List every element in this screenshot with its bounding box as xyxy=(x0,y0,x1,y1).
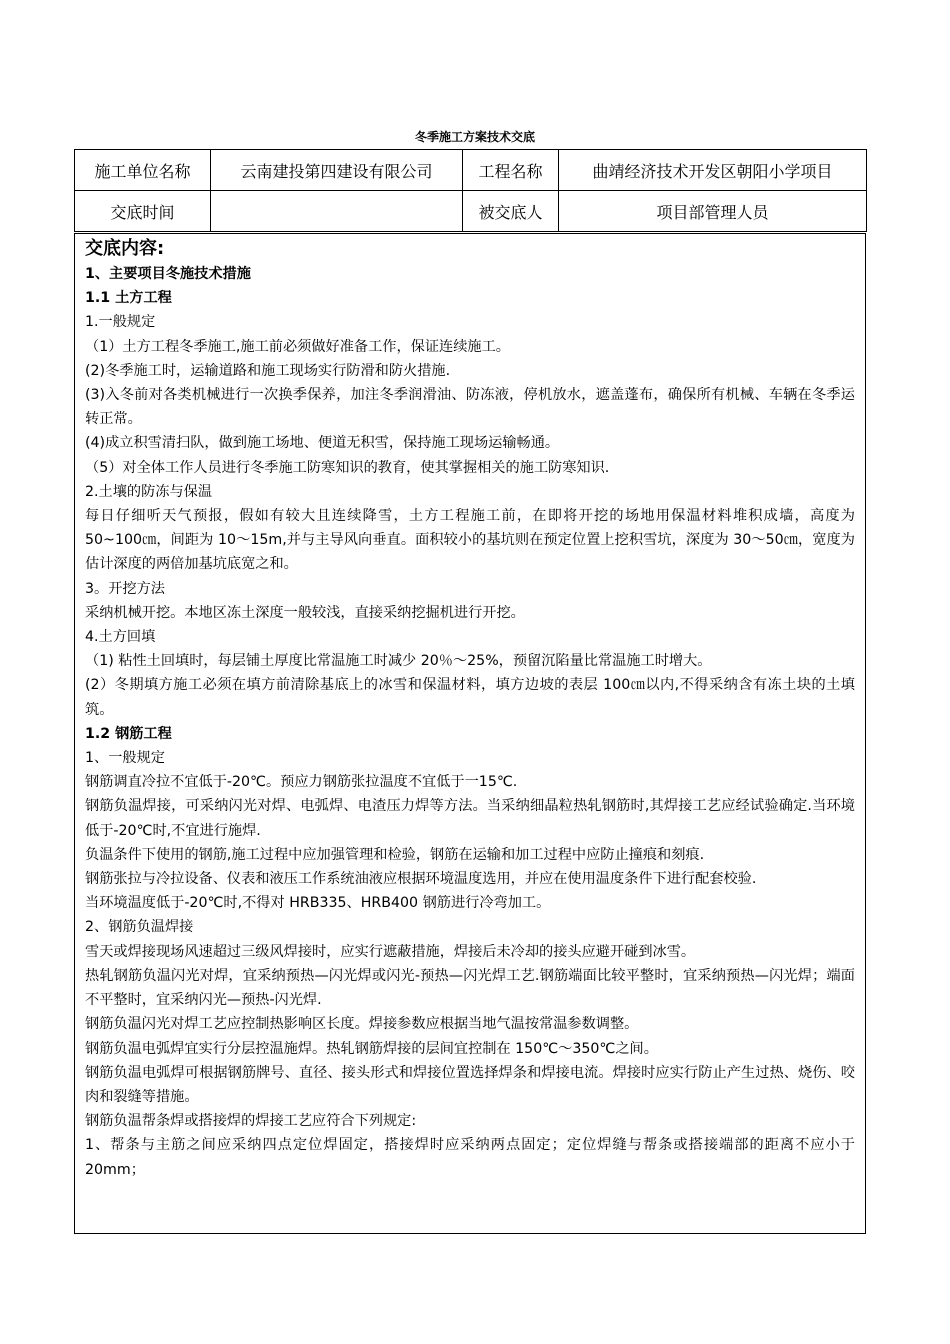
content-line: 3。开挖方法 xyxy=(85,580,165,597)
content-line: 负温条件下使用的钢筋,施工过程中应加强管理和检验，钢筋在运输和加工过程中应防止撞痕和刻痕. xyxy=(85,846,705,863)
recipient-label: 被交底人 xyxy=(463,191,559,232)
content-line: （5）对全体工作人员进行冬季施工防寒知识的教育，使其掌握相关的施工防寒知识. xyxy=(85,459,610,476)
content-line: 1、帮条与主筋之间应采纳四点定位焊固定，搭接焊时应采纳两点固定；定位焊缝与帮条或搭接端部的距离不应小于 20mm； xyxy=(85,1137,855,1178)
content-line: 钢筋张拉与冷拉设备、仪表和液压工作系统油液应根据环境温度选用，并应在使用温度条件下进行配套校验. xyxy=(85,871,757,888)
content-line: 1.一般规定 xyxy=(85,314,156,331)
content-line: （1) 粘性土回填时，每层铺土厚度比常温施工时减少 20％～25%，预留沉陷量比常温施工时增大。 xyxy=(85,653,712,670)
section-heading: 1、主要项目冬施技术措施 xyxy=(85,266,251,282)
content-line: （1）土方工程冬季施工,施工前必须做好准备工作，保证连续施工。 xyxy=(85,338,510,355)
content-line: 采纳机械开挖。本地区冻土深度一般较浅，直接采纳挖掘机进行开挖。 xyxy=(85,604,525,621)
recipient-value: 项目部管理人员 xyxy=(559,191,867,232)
content-line: 钢筋负温焊接，可采纳闪光对焊、电弧焊、电渣压力焊等方法。当采纳细晶粒热轧钢筋时,其焊接工艺应经试验确定.当环境低于-20℃时,不宜进行施焊. xyxy=(85,798,855,839)
content-line: (2）冬期填方施工必须在填方前清除基底上的冰雪和保温材料，填方边坡的表层 100㎝以内,不得采纳含有冻土块的土填筑。 xyxy=(85,677,855,718)
content-box xyxy=(74,233,866,1234)
unit-label: 施工单位名称 xyxy=(75,150,211,191)
content-line: 每日仔细听天气预报，假如有较大且连续降雪，土方工程施工前，在即将开挖的场地用保温材料堆积成墙，高度为 50~100㎝，间距为 10～15m,并与主导风向垂直。面积较小的基坑则在预定位置上挖积雪坑，深度为 30～50㎝，宽度为估计深度的两倍加基坑底宽之和。 xyxy=(85,508,855,573)
content-line: (3)入冬前对各类机械进行一次换季保养，加注冬季润滑油、防冻液，停机放水，遮盖蓬布，确保所有机械、车辆在冬季运转正常。 xyxy=(85,387,855,428)
project-value: 曲靖经济技术开发区朝阳小学项目 xyxy=(559,150,867,191)
content-line: 4.土方回填 xyxy=(85,629,156,646)
header-table xyxy=(74,149,867,232)
section-heading: 1.2 钢筋工程 xyxy=(85,725,172,742)
content-lines xyxy=(85,262,855,1182)
header-row-time xyxy=(75,191,867,232)
unit-value: 云南建投第四建设有限公司 xyxy=(211,150,463,191)
content-line: 钢筋负温电弧焊可根据钢筋牌号、直径、接头形式和焊接位置选择焊条和焊接电流。焊接时应实行防止产生过热、烧伤、咬肉和裂缝等措施。 xyxy=(85,1064,855,1105)
content-line: 当环境温度低于-20℃时,不得对 HRB335、HRB400 钢筋进行冷弯加工。 xyxy=(85,895,551,912)
content-line: 热轧钢筋负温闪光对焊，宜采纳预热—闪光焊或闪光-预热—闪光焊工艺.钢筋端面比较平整时，宜采纳预热—闪光焊；端面不平整时，宜采纳闪光—预热-闪光焊. xyxy=(85,967,855,1009)
content-line: 钢筋负温电弧焊宜实行分层控温施焊。热轧钢筋焊接的层间宜控制在 150℃～350℃之间。 xyxy=(85,1040,658,1057)
project-label: 工程名称 xyxy=(463,150,559,191)
time-label: 交底时间 xyxy=(75,191,211,232)
content-line: (2)冬季施工时，运输道路和施工现场实行防滑和防火措施. xyxy=(85,362,451,379)
content-line: (4)成立积雪清扫队，做到施工场地、便道无积雪，保持施工现场运输畅通。 xyxy=(85,435,560,452)
content-line: 钢筋调直冷拉不宜低于-20℃。预应力钢筋张拉温度不宜低于一15℃. xyxy=(85,774,518,791)
section-heading: 1.1 土方工程 xyxy=(85,290,172,307)
time-value xyxy=(211,191,463,232)
header-row-unit xyxy=(75,150,867,191)
content-line: 钢筋负温闪光对焊工艺应控制热影响区长度。焊接参数应根据当地气温按常温参数调整。 xyxy=(85,1016,639,1033)
document-title: 冬季施工方案技术交底 xyxy=(414,130,535,144)
content-line: 雪天或焊接现场风速超过三级风焊接时，应实行遮蔽措施，焊接后未冷却的接头应避开碰到冰雪。 xyxy=(85,943,696,960)
content-line: 2、钢筋负温焊接 xyxy=(85,919,194,936)
content-line: 2.土壤的防冻与保温 xyxy=(85,483,213,500)
content-line: 1、一般规定 xyxy=(85,750,165,767)
content-heading: 交底内容: xyxy=(85,238,165,259)
content-line: 钢筋负温帮条焊或搭接焊的焊接工艺应符合下列规定: xyxy=(85,1113,417,1130)
